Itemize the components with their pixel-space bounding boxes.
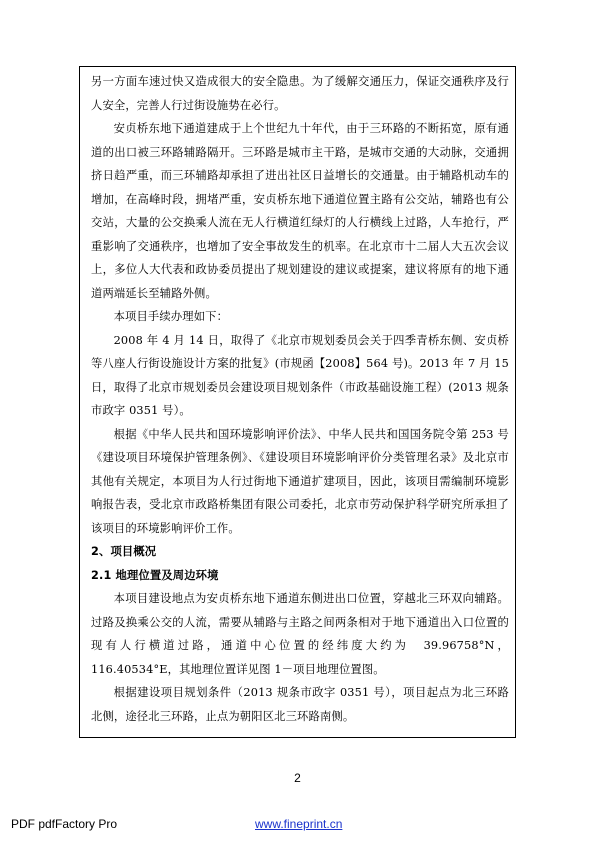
subsection-heading: 2.1 地理位置及周边环境 [91,568,219,582]
paragraph-procedures-intro: 本项目手续办理如下： [113,310,229,323]
paragraph-approvals: 2008 年 4 月 14 日，取得了《北京市规划委员会关于四季青桥东侧、安贞桥等八座人行街设施设计方案的批复》(市规函【2008】564 号)。2013 年 7 月 15 日，取得了北京市规划委员会建设项目规划条件（市政基础设施工程）(2013 规条市政字 0351 号）。 [91,333,509,417]
document-body [91,70,509,728]
paragraph-legal-basis: 根据《中华人民共和国环境影响评价法》、中华人民共和国国务院令第 253 号《建设项目环境保护管理条例》、《建设项目环境影响评价分类管理名录》及北京市其他有关规定，本项目为人行过街地下通道扩建项目，因此，该项目需编制环境影响报告表，受北京市政路桥集团有限公司委托，北京市劳动保护科学研究所承担了该项目的环境影响评价工作。 [91,427,509,535]
page-number: 2 [294,771,301,785]
paragraph-route: 根据建设项目规划条件（2013 规条市政字 0351 号），项目起点为北三环路北侧，途径北三环路，止点为朝阳区北三环路南侧。 [91,686,509,723]
section-heading: 2、项目概况 [91,545,157,558]
paragraph-continuation: 另一方面车速过快又造成很大的安全隐患。为了缓解交通压力，保证交通秩序及行人安全，完善人行过街设施势在必行。 [91,75,509,112]
footer-producer: PDF pdfFactory Pro [11,817,118,831]
paragraph-location: 本项目建设地点为安贞桥东地下通道东侧进出口位置，穿越北三环双向辅路。过路及换乘公交的人流，需要从辅路与主路之间两条相对于地下通道出入口位置的现有人行横道过路，通道中心位置的经纬度大约为 39.96758°N，116.40534°E，其地理位置详见图 1－项目地理位置图。 [91,592,509,676]
paragraph-background: 安贞桥东地下通道建成于上个世纪九十年代，由于三环路的不断拓宽，原有通道的出口被三环路辅路隔开。三环路是城市主干路，是城市交通的大动脉，交通拥挤日趋严重，而三环辅路却承担了进出社区日益增长的交通量。由于辅路机动车的增加，在高峰时段，拥堵严重，安贞桥东地下通道位置主路有公交站，辅路也有公交站，大量的公交换乘人流在无人行横道红绿灯的人行横线上过路，人车抢行，严重影响了交通秩序，也增加了安全事故发生的机率。在北京市十二届人大五次会议上，多位人大代表和政协委员提出了规划建设的建议或提案，建议将原有的地下通道两端延长至辅路外侧。 [91,122,509,300]
footer-link[interactable]: www.fineprint.cn [255,817,343,831]
